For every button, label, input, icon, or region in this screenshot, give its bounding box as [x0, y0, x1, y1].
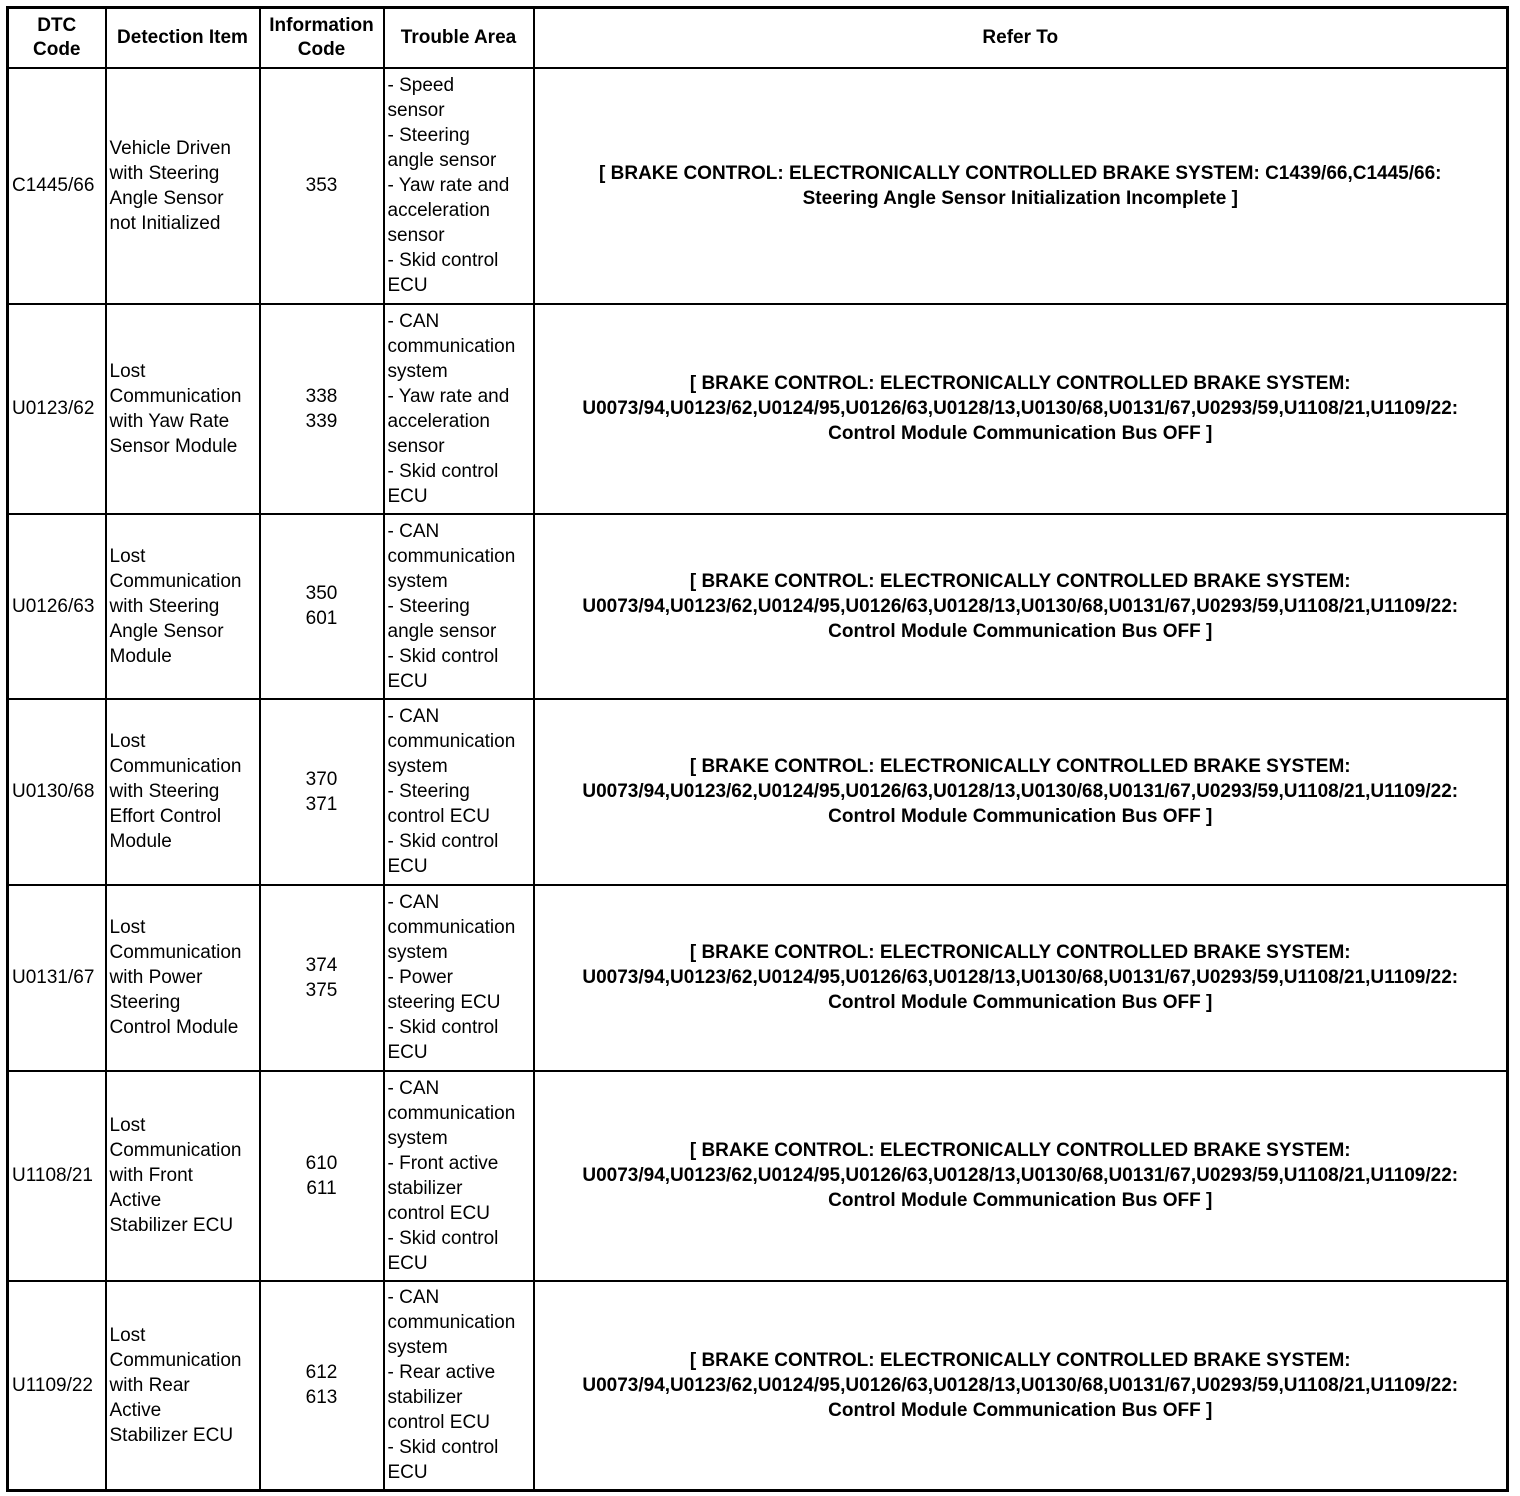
refer-to-link-line[interactable]: [ BRAKE CONTROL: ELECTRONICALLY CONTROLLED BRAKE SYSTEM:	[689, 1349, 1351, 1371]
trouble-area-cell-line: sensor	[387, 435, 445, 457]
trouble-area-cell-line: - Skid control	[387, 250, 499, 271]
dtc-code-cell: U0123/62	[8, 304, 106, 514]
detection-item-cell-line: with Steering	[109, 781, 220, 802]
detection-item-cell-line: with Rear	[109, 1374, 190, 1396]
table-row	[8, 514, 1508, 699]
trouble-area-cell	[384, 699, 534, 885]
information-code-cell	[260, 1071, 384, 1281]
detection-item-cell-line: Lost	[109, 731, 146, 752]
trouble-area-cell-line: - CAN	[387, 706, 440, 727]
information-code-cell-line: 601	[305, 608, 338, 629]
trouble-area-cell-line: ECU	[387, 1042, 428, 1063]
detection-item-cell	[106, 514, 260, 699]
trouble-area-cell-line: acceleration	[387, 200, 490, 221]
refer-to-link-line[interactable]: Steering Angle Sensor Initialization Incomplete ]	[802, 187, 1238, 209]
trouble-area-cell-line: stabilizer	[387, 1177, 463, 1199]
trouble-area-cell-line: communication	[387, 731, 516, 752]
trouble-area-cell	[384, 1281, 534, 1491]
detection-item-cell-line: with Steering	[109, 595, 220, 617]
table-row	[8, 885, 1508, 1071]
refer-to-link-line[interactable]: Control Module Communication Bus OFF ]	[828, 620, 1213, 642]
refer-to-cell[interactable]	[534, 304, 1508, 514]
trouble-area-cell-line: - Skid control	[387, 460, 499, 482]
trouble-area-cell-line: system	[387, 756, 448, 777]
dtc-table	[6, 6, 1509, 1492]
trouble-area-cell-line: communication	[387, 335, 516, 357]
detection-item-cell-line: not Initialized	[109, 212, 221, 234]
detection-item-cell-line: Communication	[109, 1140, 242, 1161]
table-row	[8, 1071, 1508, 1281]
information-code-cell	[260, 514, 384, 699]
detection-item-cell-line: Stabilizer ECU	[109, 1424, 234, 1446]
detection-item-cell-line: Module	[109, 645, 172, 667]
trouble-area-cell-line: - Steering	[387, 125, 470, 146]
refer-to-link-line[interactable]: U0073/94,U0123/62,U0124/95,U0126/63,U0128/13,U0130/68,U0131/67,U0293/59,U1108/21,U1109/22:	[582, 967, 1459, 988]
detection-item-cell-line: Lost	[109, 1115, 146, 1136]
information-code-cell	[260, 68, 384, 304]
refer-to-link-line[interactable]: [ BRAKE CONTROL: ELECTRONICALLY CONTROLLED BRAKE SYSTEM:	[689, 570, 1351, 592]
trouble-area-cell-line: ECU	[387, 670, 428, 692]
table-row	[8, 699, 1508, 885]
trouble-area-cell	[384, 885, 534, 1071]
trouble-area-cell-line: - Power	[387, 967, 453, 988]
table-row	[8, 68, 1508, 304]
detection-item-cell-line: Sensor Module	[109, 435, 238, 457]
detection-item-cell-line: Communication	[109, 942, 242, 963]
dtc-code-cell: U0130/68	[8, 699, 106, 885]
information-code-cell-line: 611	[306, 1177, 337, 1199]
detection-item-cell-line: Communication	[109, 570, 242, 592]
detection-item-cell	[106, 885, 260, 1071]
detection-item-cell-line: Lost	[109, 917, 146, 938]
information-code-cell	[260, 1281, 384, 1491]
detection-item-cell-line: with Yaw Rate	[109, 410, 230, 432]
trouble-area-cell	[384, 304, 534, 514]
trouble-area-cell-line: - Skid control	[387, 1227, 499, 1249]
refer-to-cell[interactable]	[534, 514, 1508, 699]
dtc-code-cell: C1445/66	[8, 68, 106, 304]
trouble-area-cell-line: communication	[387, 1312, 516, 1334]
detection-item-cell-line: with Front	[109, 1165, 193, 1186]
detection-item-cell-line: Angle Sensor	[109, 187, 224, 209]
detection-item-cell-line: Communication	[109, 385, 242, 407]
information-code-cell-line: 350	[305, 583, 338, 604]
detection-item-cell-line: Control Module	[109, 1017, 239, 1038]
information-code-cell-line: 610	[305, 1152, 338, 1174]
trouble-area-cell-line: communication	[387, 545, 516, 567]
detection-item-cell-line: with Steering	[109, 162, 220, 184]
detection-item-cell-line: Steering	[109, 992, 181, 1013]
detection-item-cell-line: Active	[109, 1399, 162, 1421]
trouble-area-cell-line: system	[387, 1127, 448, 1149]
information-code-cell	[260, 699, 384, 885]
trouble-area-cell-line: - Steering	[387, 595, 470, 617]
detection-item-cell-line: Stabilizer ECU	[109, 1215, 234, 1236]
information-code-cell	[260, 885, 384, 1071]
trouble-area-cell-line: - Skid control	[387, 645, 499, 667]
refer-to-link-line[interactable]: Control Module Communication Bus OFF ]	[828, 1190, 1213, 1211]
table-row	[8, 304, 1508, 514]
trouble-area-cell-line: - CAN	[387, 892, 440, 913]
header-trouble-area: Trouble Area	[384, 8, 534, 68]
trouble-area-cell-line: - Skid control	[387, 831, 499, 852]
refer-to-cell[interactable]	[534, 1281, 1508, 1491]
refer-to-link-line[interactable]: [ BRAKE CONTROL: ELECTRONICALLY CONTROLLED BRAKE SYSTEM:	[689, 942, 1351, 963]
refer-to-cell[interactable]	[534, 699, 1508, 885]
trouble-area-cell-line: ECU	[387, 485, 428, 507]
dtc-code-cell: U0126/63	[8, 514, 106, 699]
trouble-area-cell-line: system	[387, 360, 448, 382]
detection-item-cell-line: with Power	[109, 967, 203, 988]
information-code-cell-line: 374	[305, 954, 338, 976]
trouble-area-cell-line: control ECU	[387, 1202, 490, 1224]
refer-to-link-line[interactable]: U0073/94,U0123/62,U0124/95,U0126/63,U0128/13,U0130/68,U0131/67,U0293/59,U1108/21,U1109/22:	[582, 595, 1459, 617]
trouble-area-cell-line: ECU	[387, 1462, 428, 1484]
detection-item-cell-line: Effort Control	[109, 806, 222, 827]
trouble-area-cell-line: - Steering	[387, 781, 470, 802]
detection-item-cell-line: Module	[109, 831, 172, 852]
refer-to-link-line[interactable]: Control Module Communication Bus OFF ]	[828, 423, 1213, 444]
trouble-area-cell-line: communication	[387, 1102, 516, 1124]
trouble-area-cell	[384, 1071, 534, 1281]
trouble-area-cell-line: - Skid control	[387, 1017, 499, 1038]
trouble-area-cell-line: system	[387, 570, 448, 592]
trouble-area-cell-line: - CAN	[387, 1287, 440, 1309]
refer-to-link-line[interactable]: U0073/94,U0123/62,U0124/95,U0126/63,U0128/13,U0130/68,U0131/67,U0293/59,U1108/21,U1109/22:	[582, 398, 1459, 419]
refer-to-link-line[interactable]: Control Module Communication Bus OFF ]	[828, 806, 1213, 827]
trouble-area-cell-line: control ECU	[387, 806, 490, 827]
refer-to-link-line[interactable]: Control Module Communication Bus OFF ]	[828, 992, 1213, 1013]
information-code-cell-line: 339	[305, 410, 338, 432]
trouble-area-cell-line: - Skid control	[387, 1437, 499, 1459]
header-information-code: Information Code	[260, 8, 384, 68]
information-code-cell-line: 375	[305, 979, 338, 1001]
refer-to-link-line[interactable]: Control Module Communication Bus OFF ]	[828, 1399, 1213, 1421]
refer-to-link-line[interactable]: [ BRAKE CONTROL: ELECTRONICALLY CONTROLLED BRAKE SYSTEM:	[689, 1140, 1351, 1161]
detection-item-cell-line: Lost	[109, 545, 146, 567]
trouble-area-cell-line: - Yaw rate and	[387, 175, 510, 196]
trouble-area-cell-line: control ECU	[387, 1412, 490, 1434]
refer-to-cell[interactable]	[534, 1071, 1508, 1281]
trouble-area-cell-line: system	[387, 942, 448, 963]
trouble-area-cell-line: sensor	[387, 225, 445, 246]
trouble-area-cell-line: - Front active	[387, 1152, 499, 1174]
trouble-area-cell-line: - Yaw rate and	[387, 385, 510, 407]
trouble-area-cell-line: angle sensor	[387, 620, 497, 642]
dtc-code-cell: U0131/67	[8, 885, 106, 1071]
trouble-area-cell-line: ECU	[387, 1252, 428, 1274]
detection-item-cell-line: Lost	[109, 1324, 146, 1346]
trouble-area-cell-line: system	[387, 1337, 448, 1359]
information-code-cell-line: 613	[305, 1387, 338, 1409]
detection-item-cell	[106, 1071, 260, 1281]
information-code-cell-line: 338	[305, 385, 338, 407]
trouble-area-cell-line: - CAN	[387, 310, 440, 332]
information-code-cell-line: 371	[305, 793, 338, 815]
detection-item-cell-line: Active	[109, 1190, 162, 1211]
trouble-area-cell	[384, 68, 534, 304]
detection-item-cell-line: Communication	[109, 756, 242, 777]
detection-item-cell-line: Lost	[109, 360, 146, 382]
information-code-cell	[260, 304, 384, 514]
trouble-area-cell-line: - Speed	[387, 75, 455, 96]
dtc-code-cell: U1109/22	[8, 1281, 106, 1491]
trouble-area-cell-line: stabilizer	[387, 1387, 463, 1409]
detection-item-cell-line: Angle Sensor	[109, 620, 224, 642]
dtc-code-cell: U1108/21	[8, 1071, 106, 1281]
trouble-area-cell	[384, 514, 534, 699]
detection-item-cell	[106, 304, 260, 514]
trouble-area-cell-line: ECU	[387, 856, 428, 877]
header-refer-to: Refer To	[534, 8, 1508, 68]
detection-item-cell	[106, 699, 260, 885]
refer-to-link-line[interactable]: [ BRAKE CONTROL: ELECTRONICALLY CONTROLLED BRAKE SYSTEM:	[689, 373, 1351, 394]
refer-to-link-line[interactable]: [ BRAKE CONTROL: ELECTRONICALLY CONTROLLED BRAKE SYSTEM: C1439/66,C1445/66:	[599, 162, 1442, 184]
refer-to-cell[interactable]	[534, 885, 1508, 1071]
trouble-area-cell-line: steering ECU	[387, 992, 501, 1013]
trouble-area-cell-line: - CAN	[387, 1077, 440, 1099]
trouble-area-cell-line: sensor	[387, 100, 445, 121]
header-dtc-code: DTC Code	[8, 8, 106, 68]
detection-item-cell-line: Communication	[109, 1349, 242, 1371]
information-code-cell-line: 370	[305, 768, 338, 790]
trouble-area-cell-line: communication	[387, 917, 516, 938]
detection-item-cell	[106, 68, 260, 304]
header-detection-item: Detection Item	[106, 8, 260, 68]
trouble-area-cell-line: ECU	[387, 275, 428, 296]
refer-to-cell[interactable]	[534, 68, 1508, 304]
refer-to-link-line[interactable]: [ BRAKE CONTROL: ELECTRONICALLY CONTROLLED BRAKE SYSTEM:	[689, 756, 1351, 777]
header-row	[8, 8, 1508, 68]
trouble-area-cell-line: angle sensor	[387, 150, 497, 171]
refer-to-link-line[interactable]: U0073/94,U0123/62,U0124/95,U0126/63,U0128/13,U0130/68,U0131/67,U0293/59,U1108/21,U1109/22:	[582, 1374, 1459, 1396]
trouble-area-cell-line: acceleration	[387, 410, 490, 432]
table-row	[8, 1281, 1508, 1491]
trouble-area-cell-line: - Rear active	[387, 1362, 496, 1384]
information-code-cell-line: 612	[305, 1362, 338, 1384]
information-code-cell-line: 353	[305, 175, 338, 196]
refer-to-link-line[interactable]: U0073/94,U0123/62,U0124/95,U0126/63,U0128/13,U0130/68,U0131/67,U0293/59,U1108/21,U1109/22:	[582, 781, 1459, 802]
refer-to-link-line[interactable]: U0073/94,U0123/62,U0124/95,U0126/63,U0128/13,U0130/68,U0131/67,U0293/59,U1108/21,U1109/22:	[582, 1165, 1459, 1186]
detection-item-cell	[106, 1281, 260, 1491]
trouble-area-cell-line: - CAN	[387, 520, 440, 542]
detection-item-cell-line: Vehicle Driven	[109, 137, 231, 159]
